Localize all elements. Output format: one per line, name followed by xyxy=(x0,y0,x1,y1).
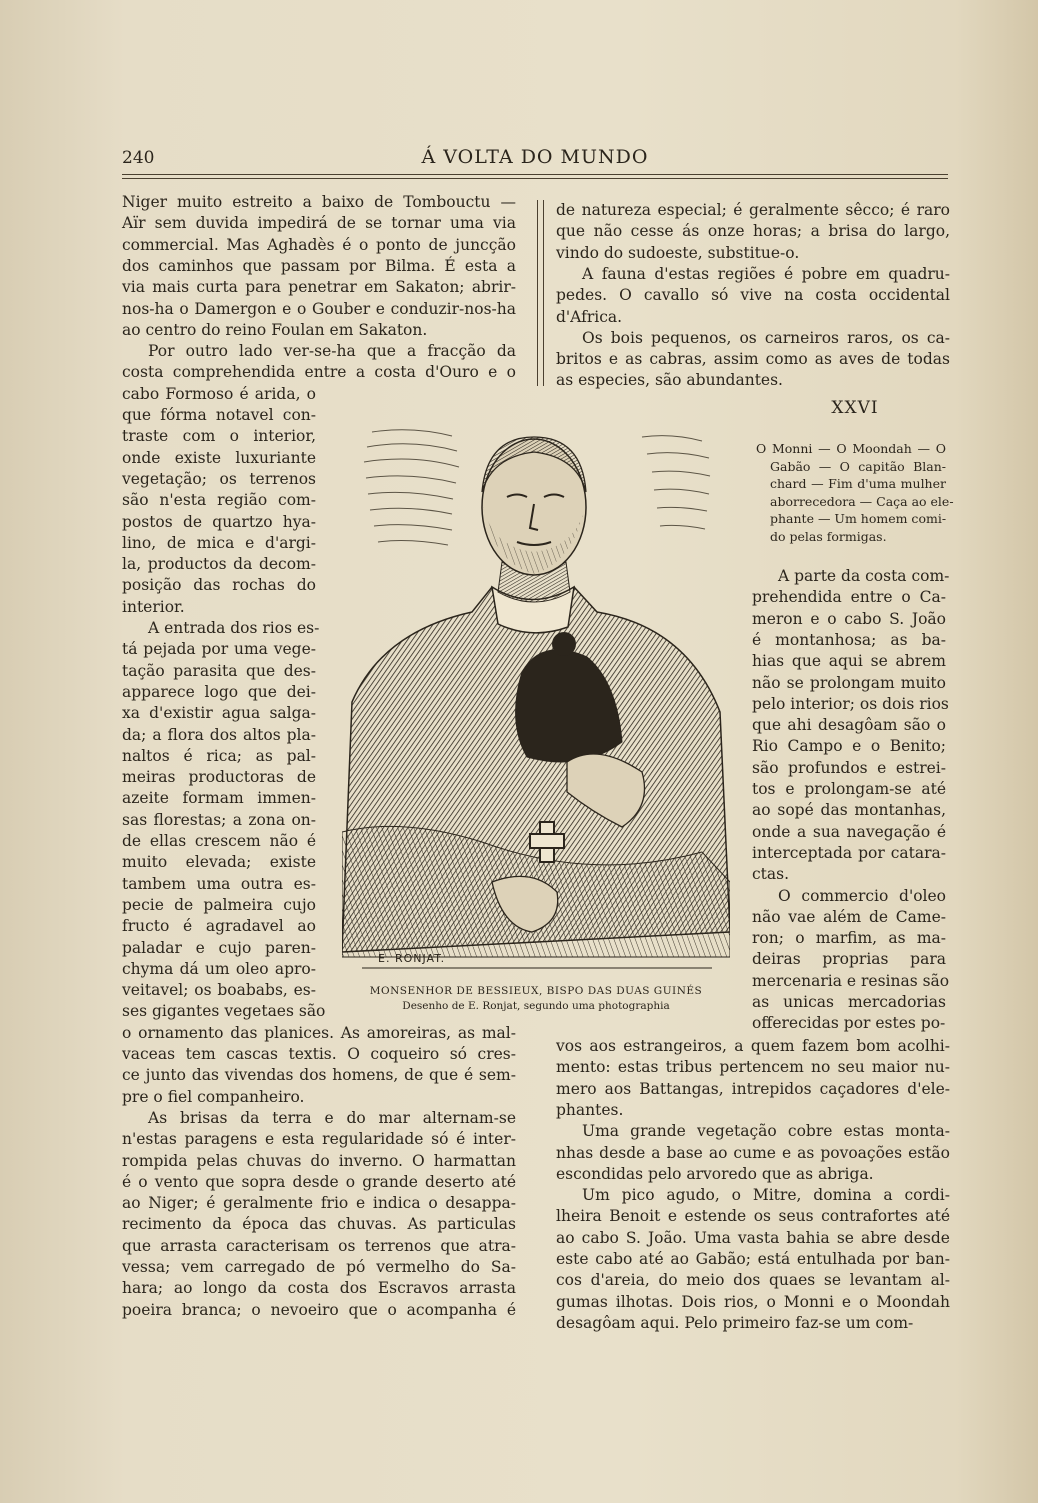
text-line: vessa; vem carregado de pó vermelho do Sa- xyxy=(122,1258,516,1276)
text-line: pelo interior; os dois rios xyxy=(752,694,949,713)
text-line: ses gigantes vegetaes são xyxy=(122,1002,326,1021)
text-line: desagôam aqui. Pelo primeiro faz-se um com- xyxy=(556,1313,914,1332)
text-line: pedes. O cavallo só vive na costa occidental xyxy=(556,286,950,305)
text-line: la, productos da decom- xyxy=(122,555,316,574)
text-line: ce junto das vivendas dos homens, de que é sem- xyxy=(122,1066,516,1085)
text-line: A parte da costa com- xyxy=(778,567,950,585)
text-line: Rio Campo e o Benito; xyxy=(752,737,946,756)
text-line: azeite formam immen- xyxy=(122,789,316,808)
text-line: A fauna d'estas regiões é pobre em quadru- xyxy=(582,264,950,283)
text-line: deiras proprias para xyxy=(752,950,946,969)
text-line: sas florestas; a zona on- xyxy=(122,810,316,829)
text-line: ctas. xyxy=(752,865,790,884)
text-line: britos e as cabras, assim como as aves de todas xyxy=(556,350,950,369)
text-line: interior. xyxy=(122,597,185,616)
text-line: que arrasta caracterisam os terrenos que atra- xyxy=(122,1236,516,1255)
text-line: paladar e cujo paren- xyxy=(122,938,316,957)
text-line: d'Africa. xyxy=(556,307,623,326)
text-line: não se prolongam muito xyxy=(752,673,946,692)
text-line: que não cesse ás onze horas; a brisa do largo, xyxy=(556,222,950,241)
text-line: nhas desde a base ao cume e as povoações estão xyxy=(556,1143,950,1162)
text-line: que fórma notavel con- xyxy=(122,406,316,424)
text-line: lino, de mica e d'argi- xyxy=(122,533,316,552)
text-line: costa comprehendida entre a costa d'Ouro e o xyxy=(122,363,516,382)
text-line: mento: estas tribus pertencem no seu maior nu- xyxy=(556,1058,950,1077)
text-line: vindo do sudoeste, substitue-o. xyxy=(556,243,800,262)
text-line: apparece logo que dei- xyxy=(122,682,316,701)
text-line: n'estas paragens e esta regularidade só é inter- xyxy=(122,1130,516,1149)
text-line: tá pejada por uma vege- xyxy=(122,640,316,659)
text-line: não vae além de Came- xyxy=(752,907,946,926)
text-line: Os bois pequenos, os carneiros raros, os ca- xyxy=(582,328,950,347)
text-line: é montanhosa; as ba- xyxy=(752,630,946,649)
text-line: Uma grande vegetação cobre estas monta- xyxy=(582,1122,950,1141)
text-line: hias que aqui se abrem xyxy=(752,652,946,671)
summary-line: phante — Um homem comi- xyxy=(770,511,947,526)
column-rule xyxy=(537,200,544,386)
summary-line: aborrecedora — Caça ao ele- xyxy=(770,493,954,509)
page-number: 240 xyxy=(122,148,155,168)
text-line: vos aos estrangeiros, a quem fazem bom acolhi- xyxy=(556,1037,950,1055)
text-line: naltos é rica; as pal- xyxy=(122,746,316,765)
text-line: hara; ao longo da costa dos Escravos arrasta xyxy=(122,1279,516,1298)
text-line: onde existe luxuriante xyxy=(122,448,316,467)
text-line: phantes. xyxy=(556,1100,624,1119)
text-line: commercial. Mas Aghadès é o ponto de juncção xyxy=(122,235,516,254)
text-line: posição das rochas do xyxy=(122,576,316,595)
figure-caption: MONSENHOR DE BESSIEUX, BISPO DAS DUAS GUINÉS xyxy=(369,985,703,997)
text-line: chyma dá um oleo apro- xyxy=(122,959,316,978)
chapter-heading: XXVI xyxy=(831,398,879,418)
text-line: As brisas da terra e do mar alternam-se xyxy=(148,1108,516,1127)
page-header xyxy=(122,142,948,172)
artist-signature: E. RONJAT. xyxy=(378,952,446,965)
text-line: poeira branca; o nevoeiro que o acompanha é xyxy=(122,1300,516,1319)
text-line: rompida pelas chuvas do inverno. O harmattan xyxy=(122,1151,516,1170)
text-line: mero aos Battangas, intrepidos caçadores d'ele- xyxy=(556,1079,950,1098)
text-line: ao Niger; é geralmente frio e indica o desappa- xyxy=(122,1194,516,1213)
text-line: da; a flora dos altos pla- xyxy=(122,725,316,744)
text-line: A entrada dos rios es- xyxy=(148,619,320,637)
summary-line: chard — Fim d'uma mulher xyxy=(770,476,946,491)
text-line: mercenaria e resinas são xyxy=(752,971,950,990)
header-rule-2 xyxy=(122,178,948,179)
text-line: gumas ilhotas. Dois rios, o Monni e o Moondah xyxy=(556,1292,950,1311)
text-line: vegetação; os terrenos xyxy=(122,469,316,488)
text-line: interceptada por catara- xyxy=(752,843,946,862)
text-line: Por outro lado ver-se-ha que a fracção da xyxy=(148,342,516,361)
text-line: ao sopé das montanhas, xyxy=(752,801,946,820)
text-line: via mais curta para penetrar em Sakaton; abrir- xyxy=(122,278,516,297)
text-line: ao centro do reino Foulan em Sakaton. xyxy=(122,320,428,339)
text-line: Aïr sem duvida impedirá de se tornar uma via xyxy=(122,214,516,233)
text-line: que ahi desagôam são o xyxy=(752,716,946,735)
text-line: o ornamento das planices. As amoreiras, as mal- xyxy=(122,1023,516,1042)
text-line: Um pico agudo, o Mitre, domina a cordi- xyxy=(582,1186,950,1205)
text-line: veitavel; os boababs, es- xyxy=(122,981,316,1000)
text-line: ron; o marfim, as ma- xyxy=(752,929,946,948)
text-line: muito elevada; existe xyxy=(122,853,316,872)
text-line: postos de quartzo hya- xyxy=(122,512,316,531)
text-line: nos-ha o Damergon e o Gouber e conduzir-nos-ha xyxy=(122,299,516,318)
text-line: são profundos e estrei- xyxy=(752,758,946,777)
text-line: são n'esta região com- xyxy=(122,491,316,510)
text-line: de natureza especial; é geralmente sêcco; é raro xyxy=(556,201,950,219)
text-line: vaceas tem cascas textis. O coqueiro só cres- xyxy=(122,1045,516,1063)
text-line: traste com o interior, xyxy=(122,427,316,446)
portrait-engraving xyxy=(342,412,730,972)
text-line: recimento da época das chuvas. As particulas xyxy=(122,1215,516,1234)
text-line: este cabo até ao Gabão; está entulhada por ban- xyxy=(556,1250,950,1268)
text-line: tação parasita que des- xyxy=(122,661,316,680)
text-line: dos caminhos que passam por Bilma. É esta a xyxy=(122,256,516,275)
summary-line: Gabão — O capitão Blan- xyxy=(770,458,946,474)
text-line: meron e o cabo S. João xyxy=(752,609,946,628)
text-line: prehendida entre o Ca- xyxy=(752,588,946,607)
running-title: Á VOLTA DO MUNDO xyxy=(421,146,649,168)
text-line: xa d'existir agua salga- xyxy=(122,704,316,723)
text-line: lheira Benoit e estende os seus contrafortes até xyxy=(556,1207,950,1226)
text-line: tambem uma outra es- xyxy=(122,874,316,893)
text-line: cos d'areia, do meio dos quaes se levantam al- xyxy=(556,1271,950,1290)
summary-line: O Monni — O Moondah — O xyxy=(756,441,946,456)
text-line: escondidas pelo arvoredo que as abriga. xyxy=(556,1164,874,1183)
text-line: de ellas crescem não é xyxy=(122,832,316,850)
text-line: é o vento que sopra desde o grande deserto até xyxy=(122,1172,516,1191)
text-line: O commercio d'oleo xyxy=(778,886,946,905)
text-line: as unicas mercadorias xyxy=(752,993,946,1011)
text-line: fructo é agradavel ao xyxy=(122,917,316,936)
text-line: offerecidas por estes po- xyxy=(752,1014,946,1033)
text-line: Niger muito estreito a baixo de Tombouctu — xyxy=(122,193,516,211)
text-line: ao cabo S. João. Uma vasta bahia se abre desde xyxy=(556,1228,950,1247)
text-line: onde a sua navegação é xyxy=(752,822,946,841)
text-line: as especies, são abundantes. xyxy=(556,371,783,390)
header-rule xyxy=(122,174,948,175)
text-line: pre o fiel companheiro. xyxy=(122,1087,305,1106)
text-line: pecie de palmeira cujo xyxy=(122,895,316,914)
text-line: tos e prolongam-se até xyxy=(752,780,946,798)
figure-credit: Desenho de E. Ronjat, segundo uma photographia xyxy=(402,1000,670,1012)
text-line: cabo Formoso é arida, o xyxy=(122,384,316,403)
text-line: meiras productoras de xyxy=(122,768,316,787)
summary-line: do pelas formigas. xyxy=(770,528,887,544)
